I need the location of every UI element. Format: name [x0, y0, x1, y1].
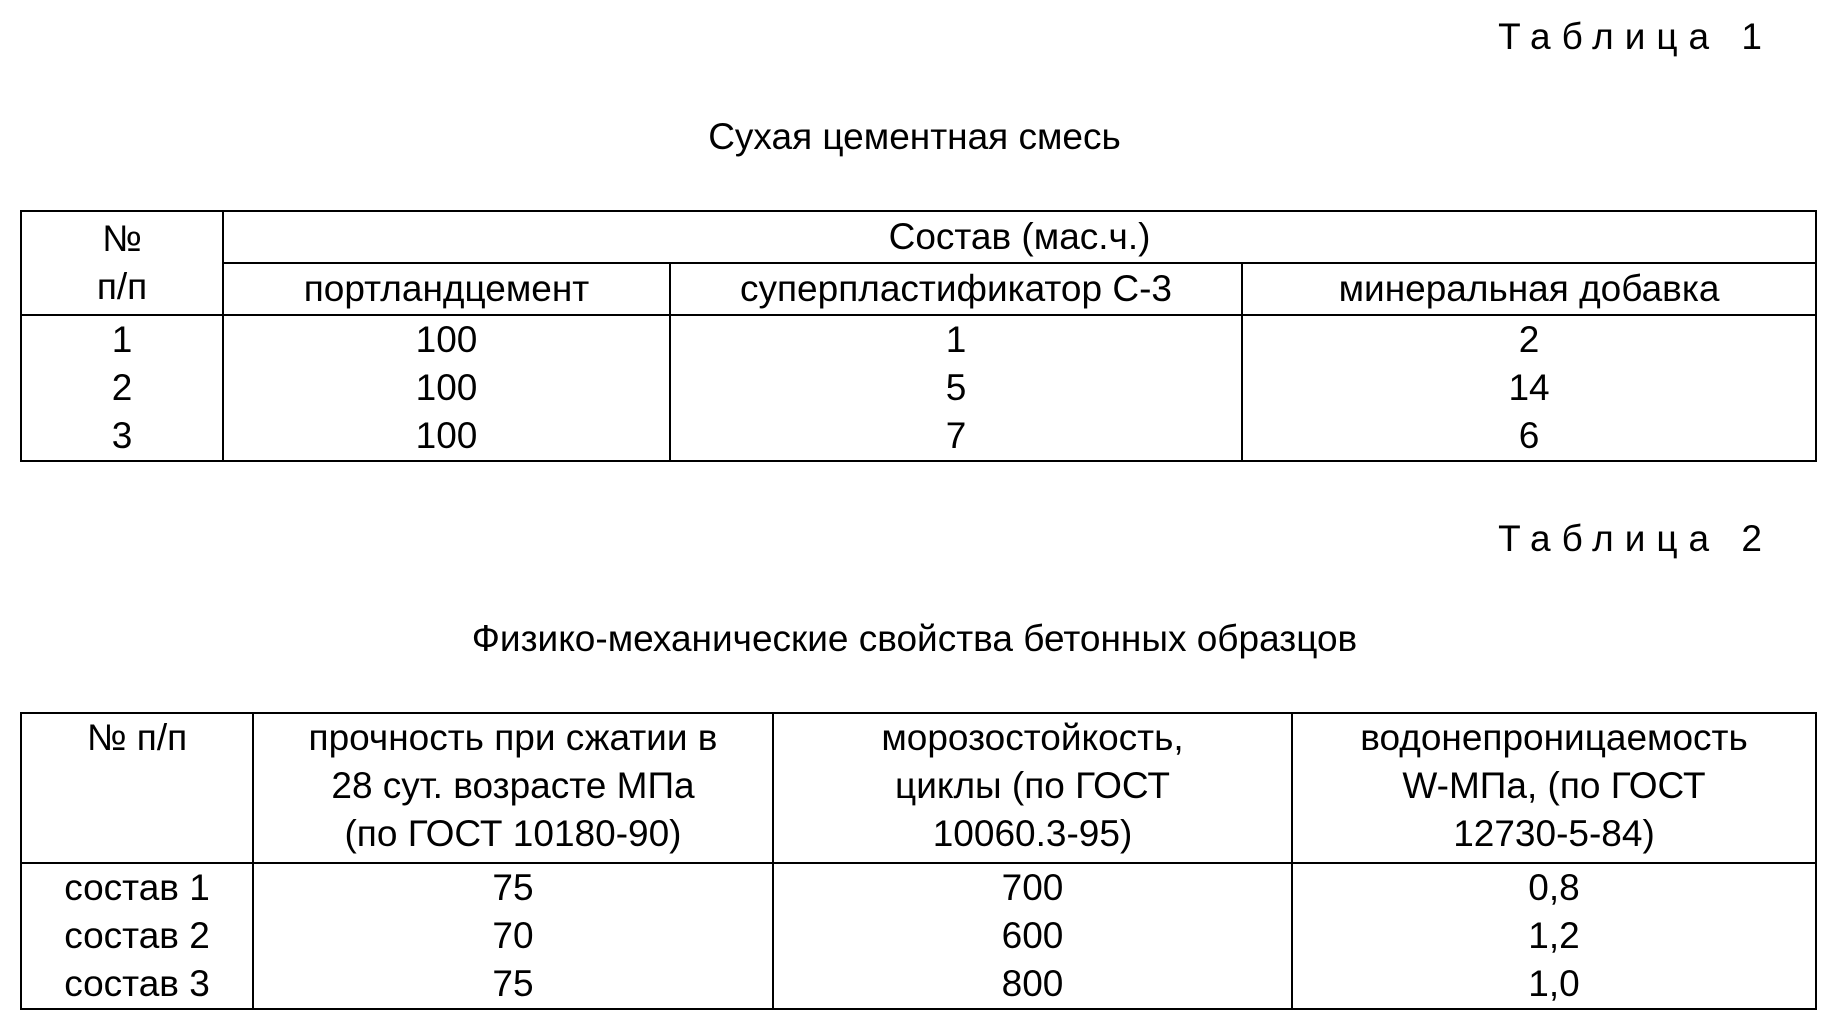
table1-group-header: Состав (мас.ч.) — [223, 211, 1816, 263]
table2 — [20, 712, 1817, 1010]
table-cell: 100 — [223, 315, 670, 364]
table1-label: Таблица 1 — [1498, 16, 1773, 57]
table-cell: 1,0 — [1292, 960, 1816, 1009]
table-cell: состав 3 — [21, 960, 253, 1009]
table-cell: 1 — [670, 315, 1242, 364]
table-cell: 14 — [1242, 364, 1816, 412]
table-cell: состав 2 — [21, 912, 253, 960]
table-cell: 1,2 — [1292, 912, 1816, 960]
table-cell: 800 — [773, 960, 1292, 1009]
table1-num-header: № п/п — [21, 211, 223, 315]
table2-col-header: прочность при сжатии в 28 сут. возрасте МПа (по ГОСТ 10180-90) — [253, 713, 773, 863]
table-cell: 75 — [253, 863, 773, 912]
table-cell: 2 — [1242, 315, 1816, 364]
table-row — [21, 863, 1816, 912]
table-cell: 7 — [670, 412, 1242, 461]
table1-col-header: суперпластификатор С-3 — [670, 263, 1242, 315]
table1-col-header: минеральная добавка — [1242, 263, 1816, 315]
table-row — [21, 412, 1816, 461]
table-cell: 75 — [253, 960, 773, 1009]
table-cell: 0,8 — [1292, 863, 1816, 912]
table-cell: состав 1 — [21, 863, 253, 912]
table2-col-header: водонепроницаемость W-МПа, (по ГОСТ 12730-5-84) — [1292, 713, 1816, 863]
table-cell: 100 — [223, 412, 670, 461]
table2-col-header: № п/п — [21, 713, 253, 863]
table-cell: 5 — [670, 364, 1242, 412]
table-cell: 70 — [253, 912, 773, 960]
table2-col-header: морозостойкость, циклы (по ГОСТ 10060.3-95) — [773, 713, 1292, 863]
table1-col-header: портландцемент — [223, 263, 670, 315]
table2-title: Физико-механические свойства бетонных образцов — [471, 618, 1358, 659]
table1 — [20, 210, 1817, 462]
table-row — [21, 315, 1816, 364]
table2-label: Таблица 2 — [1498, 518, 1773, 559]
table-cell: 6 — [1242, 412, 1816, 461]
table-cell: 1 — [21, 315, 223, 364]
table-cell: 100 — [223, 364, 670, 412]
table-cell: 2 — [21, 364, 223, 412]
table-cell: 700 — [773, 863, 1292, 912]
table-row — [21, 912, 1816, 960]
table1-title: Сухая цементная смесь — [708, 116, 1121, 157]
table-cell: 3 — [21, 412, 223, 461]
table-cell: 600 — [773, 912, 1292, 960]
table-row — [21, 960, 1816, 1009]
table-row — [21, 364, 1816, 412]
